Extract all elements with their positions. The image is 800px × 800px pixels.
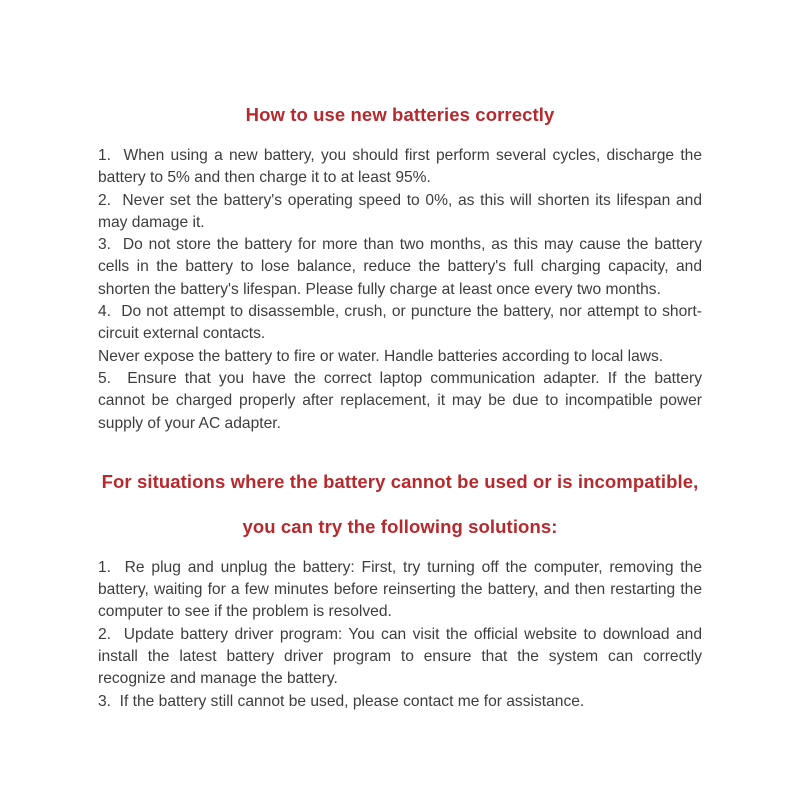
section1-body <box>0 145 800 435</box>
instruction-paragraph: 1. When using a new battery, you should first perform several cycles, discharge the battery to 5% and then charge it to at least 95%. <box>98 147 702 187</box>
instruction-paragraph: 1. Re plug and unplug the battery: First, try turning off the computer, removing the battery, waiting for a few minutes before reinserting the battery, and then restarting the computer to see if the problem is resolved. <box>98 558 702 621</box>
instruction-paragraph: 5. Ensure that you have the correct laptop communication adapter. If the battery cannot be charged properly after replacement, it may be due to incompatible power supply of your AC adapter. <box>98 369 702 432</box>
instruction-paragraph: 2. Never set the battery's operating speed to 0%, as this will shorten its lifespan and may damage it. <box>98 191 702 231</box>
instruction-paragraph: 2. Update battery driver program: You can visit the official website to download and install the latest battery driver program to ensure that the system can correctly recognize and manage the battery. <box>98 625 702 688</box>
section1-title: How to use new batteries correctly <box>245 104 555 125</box>
section2-title-line2: you can try the following solutions: <box>242 515 558 537</box>
section2-body <box>0 557 800 713</box>
instruction-paragraph: Never expose the battery to fire or water. Handle batteries according to local laws. <box>98 347 664 365</box>
instruction-paragraph: 3. If the battery still cannot be used, please contact me for assistance. <box>98 692 585 710</box>
instruction-paragraph: 4. Do not attempt to disassemble, crush, or puncture the battery, nor attempt to short-circuit external contacts. <box>98 303 702 343</box>
section2-title-line1: For situations where the battery cannot be used or is incompatible, <box>101 470 699 492</box>
instruction-paragraph: 3. Do not store the battery for more than two months, as this may cause the battery cells in the battery to lose balance, reduce the battery's full charging capacity, and shorten the battery's lifespan. Please fully charge at least once every two months. <box>98 236 702 298</box>
